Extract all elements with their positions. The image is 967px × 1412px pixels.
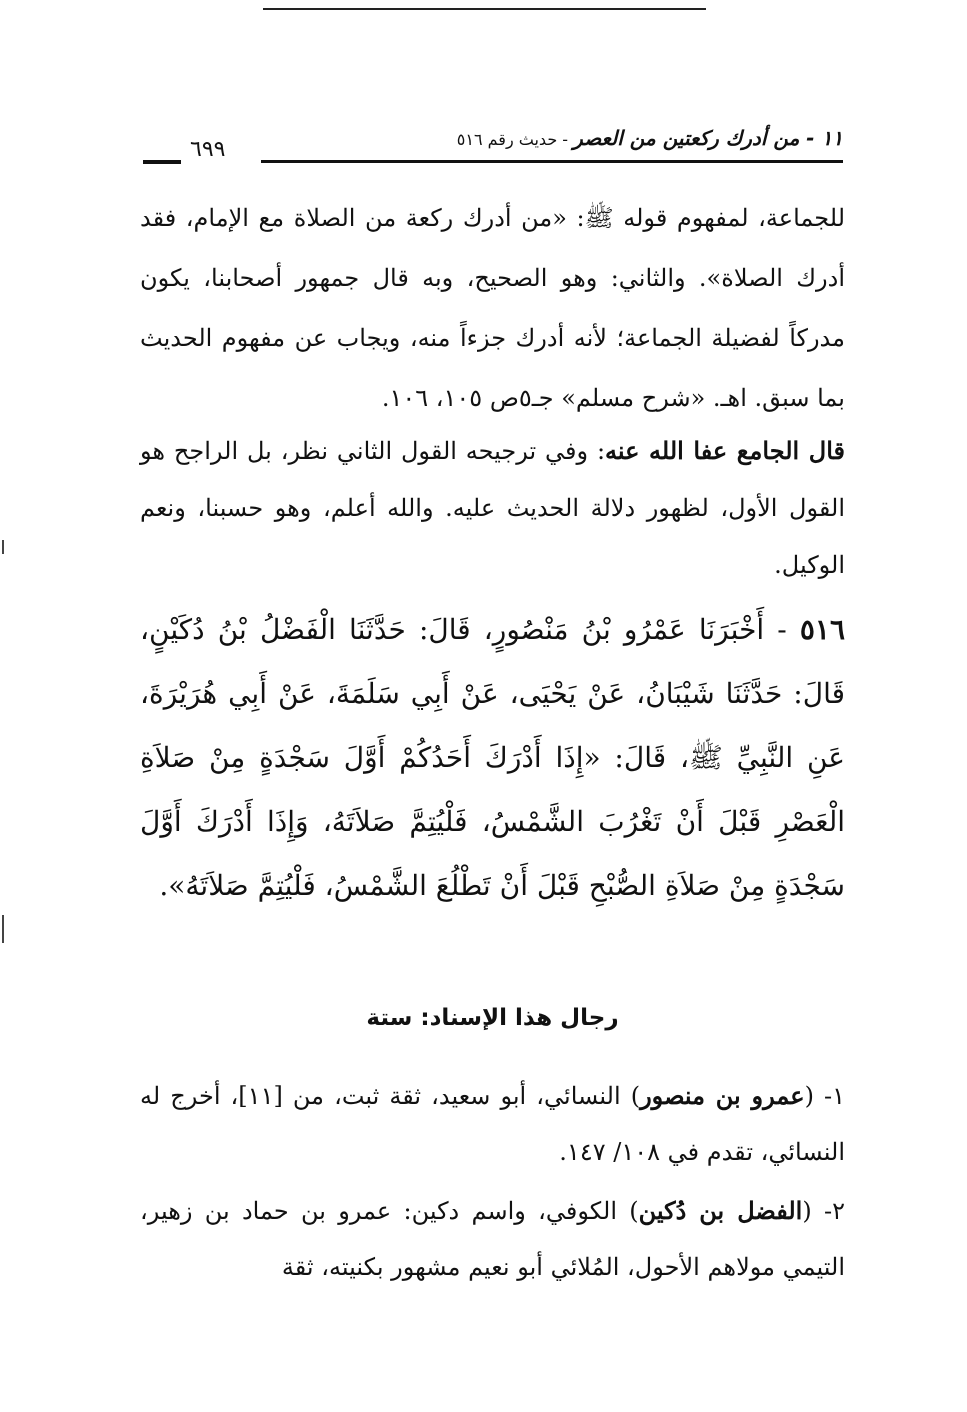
running-header [143,126,843,168]
narrator-entry [140,1183,845,1295]
chapter-title-text: ١١ - من أدرك ركعتين من العصر [573,126,843,150]
hadith-body: - أَخْبَرَنَا عَمْرُو بْنُ مَنْصُورٍ، قَالَ: حَدَّثَنَا الْفَضْلُ بْنُ دُكَيْنٍ، قَالَ: حَدَّثَنَا شَيْبَانُ، عَنْ يَحْيَى، عَنْ أَبِي سَلَمَةَ، عَنْ أَبِي هُرَيْرَةَ، عَنِ النَّبِيِّ ﷺ، قَالَ: «إِذَا أَدْرَكَ أَحَدُكُمْ أَوَّلَ سَجْدَةٍ مِنْ صَلاَةِ الْعَصْرِ قَبْلَ أَنْ تَغْرُبَ الشَّمْسُ، فَلْيُتِمَّ صَلاَتَهُ، وَإِذَا أَدْرَكَ أَوَّلَ سَجْدَةٍ مِنْ صَلاَةِ الصُّبْحِ قَبْلَ أَنْ تَطْلُعَ الشَّمْسُ، فَلْيُتِمَّ صَلاَتَهُ». [140,613,845,902]
narrator-name: عمرو بن منصور [640,1081,805,1110]
margin-mark [2,540,4,554]
page-number: ٦٩٩ [190,137,226,162]
chapter-title [457,126,843,150]
author-comment-paragraph [140,422,845,594]
hadith-number: ٥١٦ [799,613,846,646]
top-rule [263,8,706,10]
hadith-text [140,598,845,918]
hadith-reference: - حديث رقم ٥١٦ [456,130,574,149]
header-rule [261,160,843,163]
section-heading: رجال هذا الإسناد: ستة [366,1005,619,1031]
narrator-details: ) النسائي، أبو سعيد، ثقة ثبت، من [١١]، أخرج له النسائي، تقدم في ١٠٨/ ١٤٧. [140,1082,845,1166]
margin-mark [2,915,4,943]
author-comment-lead: قال الجامع عفا الله عنه [605,436,845,465]
page-number-dash [143,160,181,164]
narrator-index: ٢- ( [802,1197,845,1225]
narrator-name: الفضل بن دُكين [638,1196,803,1225]
narrator-details: ) الكوفي، واسم دكين: عمرو بن حماد بن زهير، التيمي مولاهم الأحول، المُلائي أبو نعيم مشهور بكنيته، ثقة [140,1197,845,1281]
commentary-paragraph: للجماعة، لمفهوم قوله ﷺ: «من أدرك ركعة من الصلاة مع الإمام، فقد أدرك الصلاة». والثاني: وهو الصحيح، وبه قال جمهور أصحابنا، يكون مدركاً لفضيلة الجماعة؛ لأنه أدرك جزءاً منه، ويجاب عن مفهوم الحديث بما سبق. اهـ. «شرح مسلم» جـ٥ص ١٠٥، ١٠٦. [140,204,845,412]
narrator-entry [140,1068,845,1180]
author-comment-text: : وفي ترجيحه القول الثاني نظر، بل الراجح هو القول الأول، لظهور دلالة الحديث عليه. والله أعلم، وهو حسبنا، ونعم الوكيل. [140,437,845,579]
narrator-index: ١- ( [804,1082,845,1110]
